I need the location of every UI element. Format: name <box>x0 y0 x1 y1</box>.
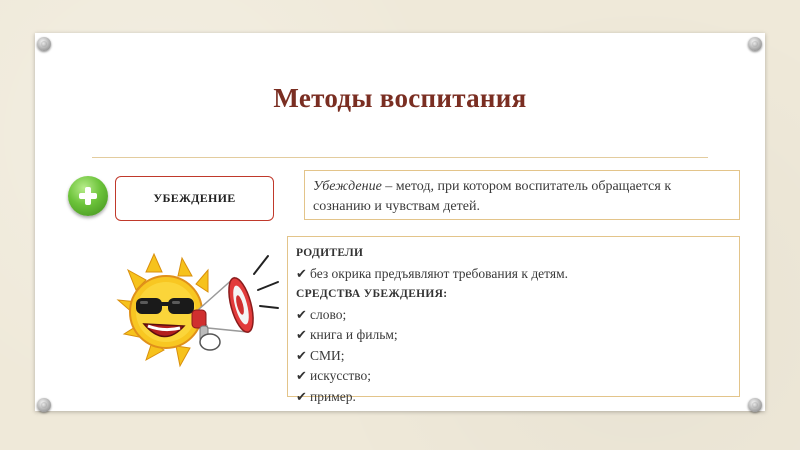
checkmark-icon: ✔ <box>296 327 307 342</box>
definition-text: – метод, при котором воспитатель обращается к сознанию и чувствам детей. <box>313 179 672 214</box>
means-item: СМИ; <box>310 347 345 363</box>
details-box <box>287 236 740 404</box>
list-item <box>296 346 731 367</box>
means-item: искусство; <box>310 368 372 383</box>
list-item <box>296 366 731 387</box>
means-item: слово; <box>310 306 347 322</box>
slide-title: Методы воспитания <box>273 83 527 113</box>
parents-statement: без окрика предъявляют требования к детям. <box>310 265 569 281</box>
plus-icon[interactable] <box>68 176 108 216</box>
title-divider <box>92 157 708 158</box>
checkmark-icon: ✔ <box>296 388 307 404</box>
means-item: пример. <box>310 388 356 404</box>
list-item <box>296 264 731 285</box>
checkmark-icon: ✔ <box>296 306 307 322</box>
pin-icon <box>37 37 51 51</box>
method-label: УБЕЖДЕНИЕ <box>115 176 274 221</box>
definition-box <box>304 170 740 220</box>
pin-icon <box>748 398 762 412</box>
pin-icon <box>37 398 51 412</box>
sun-megaphone-illustration <box>116 250 281 370</box>
means-item: книга и фильм; <box>310 327 398 342</box>
list-item <box>296 387 731 408</box>
parents-heading: РОДИТЕЛИ <box>296 247 364 259</box>
sound-lines-icon <box>254 256 278 308</box>
pin-icon <box>748 37 762 51</box>
list-item <box>296 325 731 346</box>
list-item <box>296 305 731 326</box>
checkmark-icon: ✔ <box>296 265 307 281</box>
checkmark-icon: ✔ <box>296 368 307 383</box>
means-heading: СРЕДСТВА УБЕЖДЕНИЯ: <box>296 288 448 300</box>
definition-term: Убеждение <box>313 179 382 194</box>
checkmark-icon: ✔ <box>296 347 307 363</box>
